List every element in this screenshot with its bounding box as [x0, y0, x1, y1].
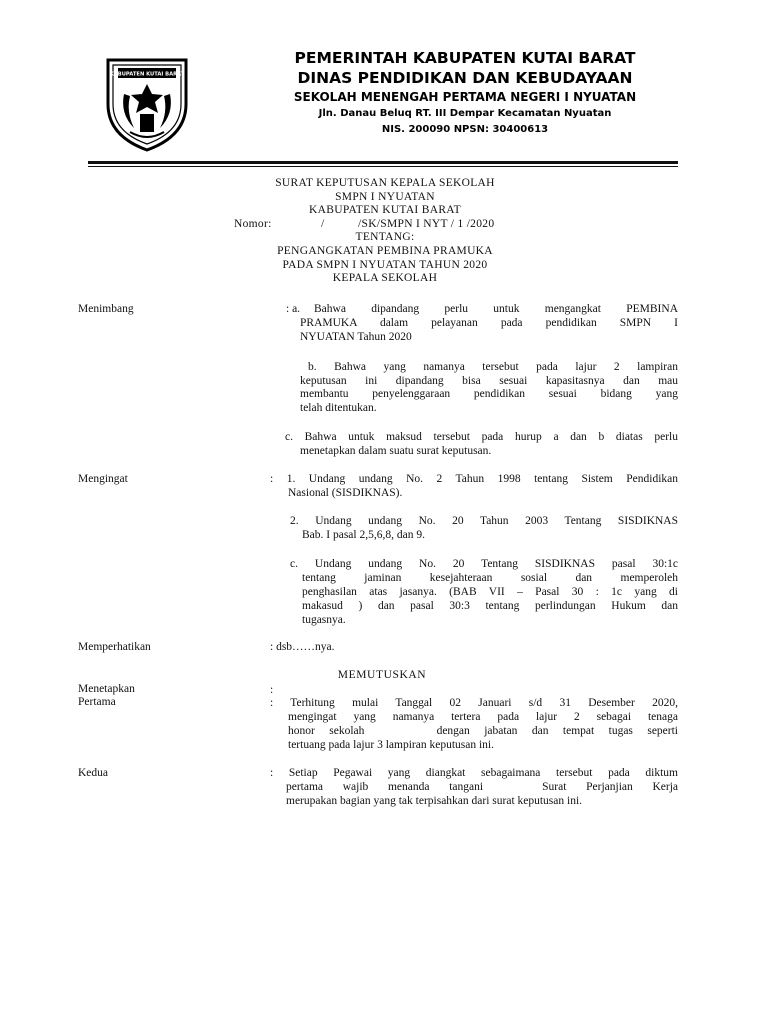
pertama-line-2: mengingat yang namanya tertera pada lajur 2 sebagai tenaga: [288, 711, 678, 723]
title-line-3: KABUPATEN KUTAI BARAT: [309, 204, 461, 217]
kedua-line-1: : Setiap Pegawai yang diangkat sebagaimana tersebut pada diktum: [270, 767, 678, 779]
menimbang-a-line-1: Bahwa dipandang perlu untuk mengangkat PEMBINA: [314, 303, 678, 315]
label-menetapkan: Menetapkan: [78, 683, 135, 695]
mengingat-1-line-1: : 1. Undang undang No. 2 Tahun 1998 tentang Sistem Pendidikan: [270, 473, 678, 485]
nomor-separator: /: [321, 217, 325, 230]
letterhead-nis: NIS. 200090 NPSN: 30400613: [381, 124, 549, 135]
menimbang-c-line-1: c. Bahwa untuk maksud tersebut pada hurup a dan b diatas perlu: [285, 431, 678, 443]
mengingat-1-line-2: Nasional (SISDIKNAS).: [288, 487, 403, 499]
menimbang-c-line-2: menetapkan dalam suatu surat keputusan.: [300, 445, 492, 457]
title-line-8: KEPALA SEKOLAH: [332, 272, 438, 285]
memperhatikan-value: : dsb……nya.: [270, 641, 335, 653]
title-line-2: SMPN I NYUATAN: [335, 190, 435, 203]
menimbang-b-line-1: b. Bahwa yang namanya tersebut pada lajur 2 lampiran: [308, 361, 678, 373]
memutuskan-heading: MEMUTUSKAN: [337, 669, 427, 681]
menimbang-b-line-2: keputusan ini dipandang bisa sesuai kapasitasnya dan mau: [300, 375, 678, 387]
title-line-7: PADA SMPN I NYUATAN TAHUN 2020: [282, 258, 488, 271]
letterhead-line-3: SEKOLAH MENENGAH PERTAMA NEGERI I NYUATAN: [293, 90, 637, 104]
letterhead-address: Jln. Danau Beluq RT. III Dempar Kecamatan Nyuatan: [318, 108, 612, 119]
nomor-value: /SK/SMPN I NYT / 1 /2020: [358, 217, 495, 230]
title-line-6: PENGANGKATAN PEMBINA PRAMUKA: [277, 244, 493, 257]
menimbang-a-line-3: NYUATAN Tahun 2020: [300, 331, 412, 343]
mengingat-3-line-3: penghasilan atas jasanya. (BAB VII – Pasal 30 : 1c yang di: [302, 586, 678, 598]
label-memperhatikan: Memperhatikan: [78, 641, 151, 653]
kedua-line-3: merupakan bagian yang tak terpisahkan dari surat keputusan ini.: [286, 795, 583, 807]
pertama-line-4: tertuang pada lajur 3 lampiran keputusan ini.: [288, 739, 494, 751]
pertama-line-3: honor sekolah dengan jabatan dan tempat tugas seperti: [288, 725, 678, 737]
mengingat-3-line-1: c. Undang undang No. 20 Tentang SISDIKNAS pasal 30:1c: [290, 558, 678, 570]
letterhead-rule-thin: [88, 166, 678, 167]
menimbang-a-line-2: PRAMUKA dalam pelayanan pada pendidikan SMPN I: [300, 317, 678, 329]
label-mengingat: Mengingat: [78, 473, 128, 485]
letterhead-line-2: DINAS PENDIDIKAN DAN KEBUDAYAAN: [297, 69, 633, 87]
decree-title-block: [150, 177, 620, 286]
menetapkan-colon: :: [270, 684, 274, 696]
letterhead-line-1: PEMERINTAH KABUPATEN KUTAI BARAT: [294, 49, 636, 67]
mengingat-3-line-4: makasud ) dan pasal 30:3 tentang perlindungan Hukum dan: [302, 600, 678, 612]
letterhead: [225, 48, 705, 138]
label-pertama: Pertama: [78, 696, 116, 708]
title-line-tentang: TENTANG:: [355, 231, 415, 244]
menimbang-b-line-3: membantu penyelenggaraan pendidikan sesuai bidang yang: [300, 388, 678, 400]
menimbang-b-line-4: telah ditentukan.: [300, 402, 377, 414]
label-kedua: Kedua: [78, 767, 109, 779]
decree-number: [150, 218, 620, 232]
mengingat-3-line-2: tentang jaminan kesejahteraan sosial dan memperoleh: [302, 572, 678, 584]
logo-text: KABUPATEN KUTAI BARAT: [109, 71, 185, 78]
pertama-line-1: : Terhitung mulai Tanggal 02 Januari s/d 31 Desember 2020,: [270, 697, 678, 709]
mengingat-2-line-2: Bab. I pasal 2,5,6,8, dan 9.: [302, 529, 425, 541]
kedua-line-2: pertama wajib menanda tangani Surat Perjanjian Kerja: [286, 781, 678, 793]
title-line-1: SURAT KEPUTUSAN KEPALA SEKOLAH: [275, 177, 495, 189]
nomor-label: Nomor:: [234, 217, 272, 230]
menimbang-a-prefix: : a.: [286, 303, 301, 315]
mengingat-2-line-1: 2. Undang undang No. 20 Tahun 2003 Tentang SISDIKNAS: [290, 515, 678, 527]
regency-logo: [104, 54, 190, 154]
label-menimbang: Menimbang: [78, 303, 134, 315]
letterhead-rule-thick: [88, 161, 678, 164]
mengingat-3-line-5: tugasnya.: [302, 614, 346, 626]
